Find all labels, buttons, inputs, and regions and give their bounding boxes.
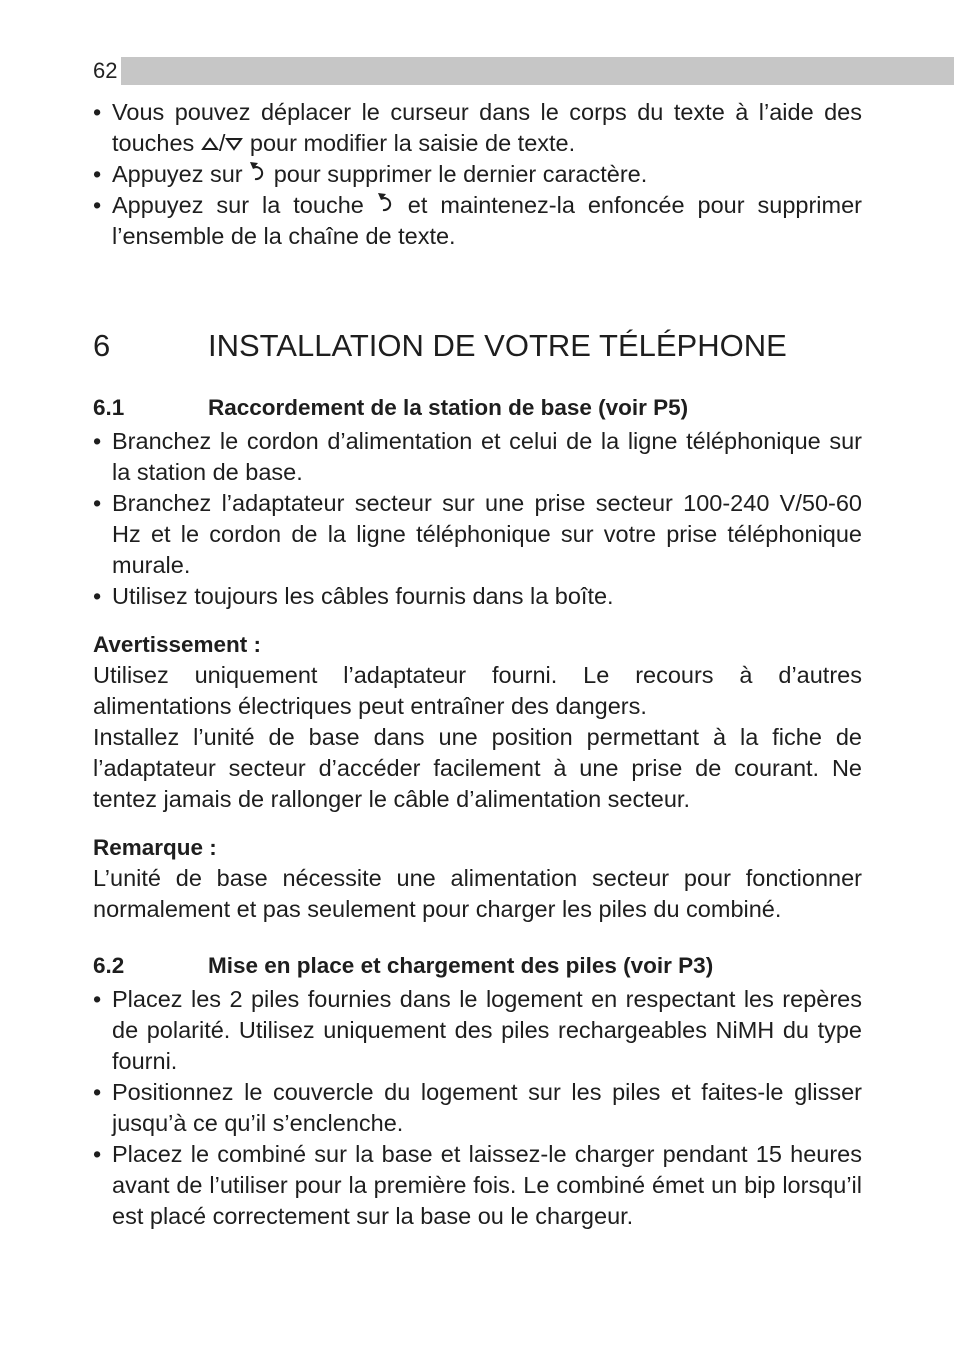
subsection-number: 6.1	[93, 395, 125, 420]
intro-bullet-3-text-b: et maintenez-la enfoncée pour supprimer l’ensemble de la chaîne de texte.	[112, 192, 862, 249]
section-title: INSTALLATION DE VOTRE TÉLÉPHONE	[208, 328, 787, 363]
page-header-bar	[93, 57, 954, 85]
intro-bullet-2-text-b: pour supprimer le dernier caractère.	[273, 161, 648, 187]
intro-bullet-delete-char	[93, 159, 862, 190]
warning-text: Utilisez uniquement l’adaptateur fourni. Le recours à d’autres alimentations électriques peut entraîner des dangers.	[93, 662, 862, 719]
intro-bullet-1-sep: /	[218, 130, 226, 156]
intro-bullet-delete-all	[93, 190, 862, 252]
list-item: • Positionnez le couvercle du logement sur les piles et faites-le glisser jusqu’à ce qu’il s’enclenche.	[93, 1077, 862, 1139]
note-text: L’unité de base nécessite une alimentation secteur pour fonctionner normalement et pas seulement pour charger les piles du combiné.	[93, 865, 862, 922]
section-heading	[93, 326, 862, 366]
warning-label: Avertissement :	[93, 632, 261, 657]
intro-bullet-1-text-b: pour modifier la saisie de texte.	[249, 130, 576, 156]
list-item: • Branchez le cordon d’alimentation et celui de la ligne téléphonique sur la station de base.	[93, 426, 862, 488]
list-item: • Utilisez toujours les câbles fournis dans la boîte.	[93, 581, 862, 612]
list-item: • Placez les 2 piles fournies dans le logement en respectant les repères de polarité. Utilisez uniquement des piles rechargeables NiMH du type fourni.	[93, 984, 862, 1077]
note-label: Remarque :	[93, 835, 217, 860]
intro-bullet-3-text-a: Appuyez sur la touche	[112, 192, 364, 218]
page-number: 62	[93, 57, 121, 85]
up-triangle-icon	[201, 137, 219, 151]
subsection-number: 6.2	[93, 953, 125, 978]
subsection-heading-6-2	[93, 951, 862, 981]
list-item: • Placez le combiné sur la base et laissez-le charger pendant 15 heures avant de l’utiliser pour la première fois. Le combiné émet un bip lorsqu’il est placé correctement sur la base ou le chargeur.	[93, 1139, 862, 1232]
intro-bullet-1-text-a: Vous pouvez déplacer le curseur dans le corps du texte à l’aide des touches	[112, 99, 862, 156]
subsection-title: Mise en place et chargement des piles (voir P3)	[208, 953, 714, 978]
intro-bullet-cursor	[93, 97, 862, 159]
section-number: 6	[93, 328, 111, 363]
down-triangle-icon	[225, 137, 243, 151]
subsection-heading-6-1	[93, 393, 862, 423]
back-arrow-icon	[249, 160, 267, 182]
subsection-title: Raccordement de la station de base (voir P5)	[208, 395, 689, 420]
page-content	[93, 97, 862, 1232]
warning-text: Installez l’unité de base dans une position permettant à la fiche de l’adaptateur secteur d’accéder facilement à une prise de courant. Ne tentez jamais de rallonger le câble d’alimentation secteur.	[93, 724, 862, 812]
list-item: • Branchez l’adaptateur secteur sur une prise secteur 100-240 V/50-60 Hz et le cordon de la ligne téléphonique sur votre prise téléphonique murale.	[93, 488, 862, 581]
back-arrow-icon	[377, 191, 395, 213]
intro-bullet-2-text-a: Appuyez sur	[112, 161, 243, 187]
